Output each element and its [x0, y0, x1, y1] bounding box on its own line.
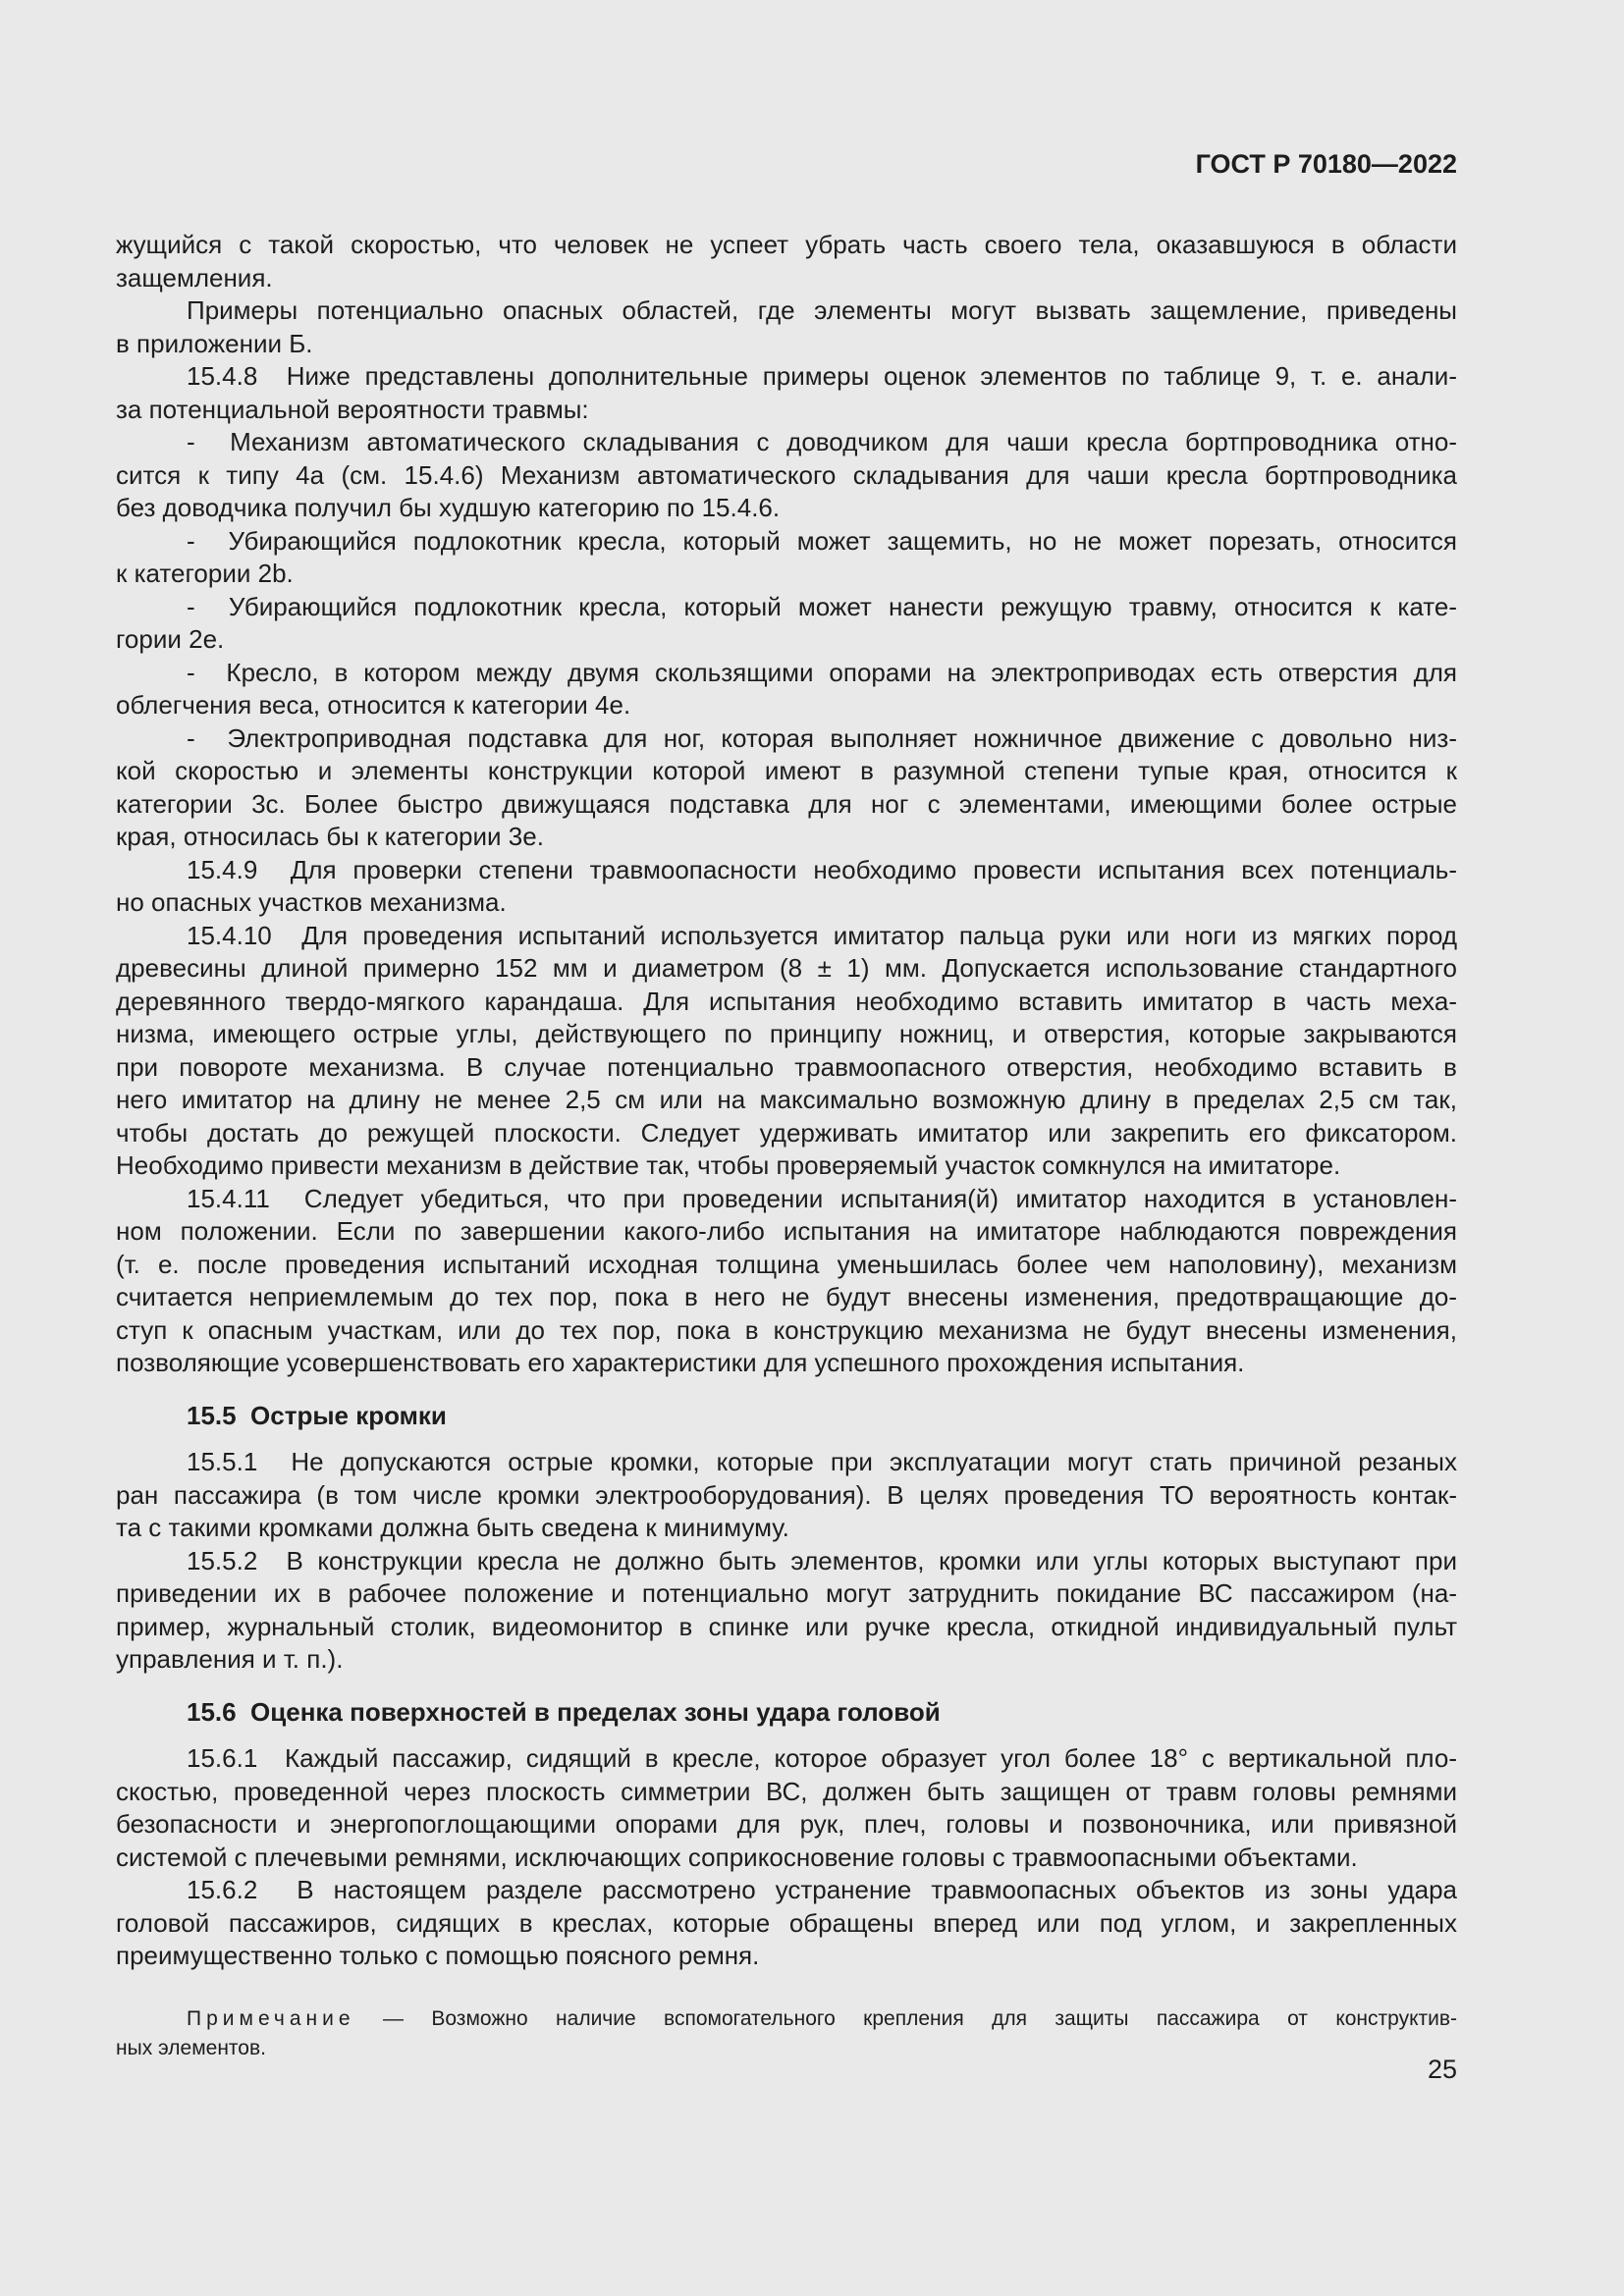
text-line: скостью, проведенной через плоскость симметрии ВС, должен быть защищен от травм головы ремнями [116, 1776, 1457, 1806]
text-line: 15.4.11 Следует убедиться, что при проведении испытания(й) имитатор находится в установлен- [187, 1183, 1457, 1213]
text-line: Необходимо привести механизм в действие так, чтобы проверяемый участок сомкнулся на имитаторе. [116, 1150, 1341, 1180]
text-line: края, относилась бы к категории 3e. [116, 822, 544, 851]
text-line: но опасных участков механизма. [116, 887, 507, 917]
text-line: та с такими кромками должна быть сведена к минимуму. [116, 1513, 789, 1542]
paragraph [116, 920, 1457, 1183]
text-line: за потенциальной вероятности травмы: [116, 394, 589, 424]
text-line: ран пассажира (в том числе кромки электрооборудования). В целях проведения ТО вероятность контак- [116, 1479, 1457, 1510]
text-line: 15.4.9 Для проверки степени травмоопасности необходимо провести испытания всех потенциаль- [187, 854, 1457, 884]
paragraph [116, 591, 1457, 657]
text-line: к категории 2b. [116, 559, 294, 588]
text-line: при повороте механизма. В случае потенциально травмоопасного отверстия, необходимо вставить в [116, 1051, 1457, 1082]
text-line: без доводчика получил бы худшую категорию по 15.4.6. [116, 493, 781, 522]
text-line: деревянного твердо-мягкого карандаша. Для испытания необходимо вставить имитатор в часть меха- [116, 986, 1457, 1016]
paragraph [116, 657, 1457, 722]
text-line: пример, журнальный столик, видеомонитор в спинке или ручке кресла, откидной индивидуальный пульт [116, 1611, 1457, 1641]
text-line: - Убирающийся подлокотник кресла, который может защемить, но не может порезать, относится [187, 525, 1457, 556]
text-line: жущийся с такой скоростью, что человек не успеет убрать часть своего тела, оказавшуюся в области [116, 230, 1457, 259]
text-line: кой скоростью и элементы конструкции которой имеют в разумной степени тупые края, относится к [116, 756, 1457, 785]
text-line: 15.6.2 В настоящем разделе рассмотрено устранение травмоопасных объектов из зоны удара [187, 1875, 1457, 1904]
text-line: системой с плечевыми ремнями, исключающих соприкосновение головы с травмоопасными объектами. [116, 1842, 1358, 1872]
text-line: гории 2e. [116, 624, 225, 654]
paragraph [116, 1742, 1457, 1874]
note-label: Примечание [187, 2006, 355, 2030]
section-heading: 15.5 Острые кромки [187, 1400, 447, 1430]
paragraph [116, 426, 1457, 525]
text-line: - Электроприводная подставка для ног, которая выполняет ножничное движение с довольно низ- [187, 722, 1457, 753]
document-body [116, 229, 1457, 2063]
text-line: 15.5.1 Не допускаются острые кромки, которые при эксплуатации могут стать причиной резаных [187, 1447, 1457, 1476]
text-line: (т. е. после проведения испытаний исходная толщина уменьшилась более чем наполовину), механизм [116, 1249, 1457, 1279]
text-line: ступ к опасным участкам, или до тех пор, пока в конструкцию механизма не будут внесены изменения, [116, 1314, 1457, 1345]
text-line: защемления. [116, 262, 273, 293]
text-line: головой пассажиров, сидящих в креслах, которые обращены вперед или под углом, и закрепленных [116, 1907, 1457, 1938]
text-line: Примеры потенциально опасных областей, где элементы могут вызвать защемление, приведены [187, 295, 1457, 325]
paragraph [116, 1545, 1457, 1677]
paragraph [116, 294, 1457, 360]
text-line: облегчения веса, относится к категории 4e. [116, 690, 631, 720]
text-line: управления и т. п.). [116, 1644, 344, 1674]
text-line: 15.4.8 Ниже представлены дополнительные примеры оценок элементов по таблице 9, т. е. анали- [187, 361, 1457, 391]
text-line: - Кресло, в котором между двумя скользящими опорами на электроприводах есть отверстия для [187, 657, 1457, 687]
text-line: в приложении Б. [116, 328, 313, 358]
text-line: чтобы достать до режущей плоскости. Следует удерживать имитатор или закрепить его фиксатором. [116, 1117, 1457, 1148]
text-line: 15.4.10 Для проведения испытаний используется имитатор пальца руки или ноги из мягких пород [187, 920, 1457, 950]
section-heading: 15.6 Оценка поверхностей в пределах зоны удара головой [187, 1696, 941, 1727]
text-line: 15.6.1 Каждый пассажир, сидящий в кресле, которое образует угол более 18° с вертикальной пло- [187, 1743, 1457, 1773]
paragraph [116, 229, 1457, 294]
text-line: 15.5.2 В конструкции кресла не должно быть элементов, кромки или углы которых выступают при [187, 1545, 1457, 1575]
text-line: считается неприемлемым до тех пор, пока в него не будут внесены изменения, предотвращающие до- [116, 1282, 1457, 1311]
paragraph [116, 854, 1457, 920]
text-line: преимущественно только с помощью поясного ремня. [116, 1941, 760, 1970]
text-line: него имитатор на длину не менее 2,5 см или на максимально возможную длину в пределах 2,5 см так, [116, 1085, 1457, 1114]
paragraph [116, 1874, 1457, 1973]
text-line: древесины длиной примерно 152 мм и диаметром (8 ± 1) мм. Допускается использование стандартного [116, 953, 1457, 983]
text-line: категории 3c. Более быстро движущаяся подставка для ног с элементами, имеющими более острые [116, 788, 1457, 819]
note-line: ных элементов. [116, 2036, 266, 2059]
paragraph [116, 722, 1457, 854]
page-number: 25 [1427, 2055, 1457, 2084]
text-line: сится к типу 4a (см. 15.4.6) Механизм автоматического складывания для чаши кресла бортпроводника [116, 459, 1457, 490]
paragraph [116, 525, 1457, 591]
standard-code-header: ГОСТ Р 70180—2022 [1195, 149, 1457, 179]
paragraph [116, 1183, 1457, 1380]
paragraph [116, 360, 1457, 426]
text-line: позволяющие усовершенствовать его характеристики для успешного прохождения испытания. [116, 1348, 1245, 1377]
note-text: — Возможно наличие вспомогательного крепления для защиты пассажира от конструктив- [354, 2006, 1457, 2030]
text-line: низма, имеющего острые углы, действующего по принципу ножниц, и отверстия, которые закрываются [116, 1019, 1457, 1048]
text-line: - Убирающийся подлокотник кресла, который может нанести режущую травму, относится к кате- [187, 591, 1457, 621]
text-line: безопасности и энергопоглощающими опорами для рук, плеч, головы и позвоночника, или привязной [116, 1809, 1457, 1839]
paragraph [116, 1446, 1457, 1545]
text-line: приведении их в рабочее положение и потенциально могут затруднить покидание ВС пассажиром (на- [116, 1578, 1457, 1608]
note-line [116, 2004, 1457, 2034]
text-line: ном положении. Если по завершении какого-либо испытания на имитаторе наблюдаются повреждения [116, 1216, 1457, 1246]
text-line: - Механизм автоматического складывания с доводчиком для чаши кресла бортпроводника отно- [187, 427, 1457, 456]
